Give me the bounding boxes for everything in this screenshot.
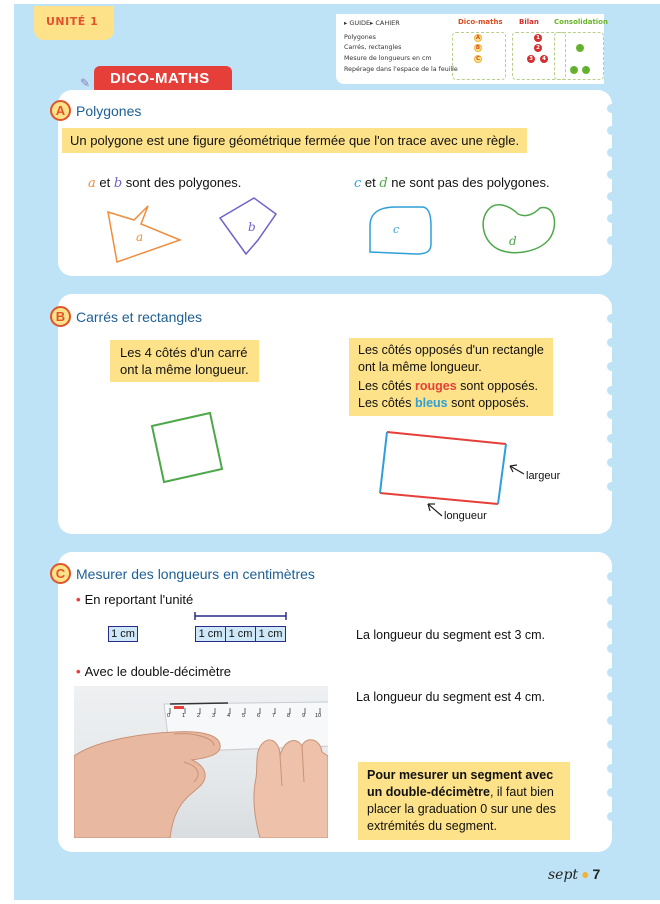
- bilan-badge[interactable]: 4: [540, 55, 548, 63]
- hand-right: [254, 740, 328, 838]
- section-title-mesurer: Mesurer des longueurs en centimètres: [76, 566, 315, 582]
- col-bilan: Bilan: [519, 18, 539, 26]
- ruler-tick-label: 7: [272, 713, 276, 719]
- rectangle-definition: Les côtés opposés d'un rectangle ont la même longueur. Les côtés rouges sont opposés. Les côtés bleus sont opposés.: [349, 338, 553, 416]
- unit-box-repeat: 1 cm: [255, 626, 286, 642]
- bilan-badge[interactable]: 3: [527, 55, 535, 63]
- shape-a-label: a: [136, 230, 144, 244]
- ruler-tick-label: 4: [227, 713, 231, 719]
- dico-maths-label: DICO-MATHS: [110, 70, 210, 87]
- double-decimetre-tip: Pour mesurer un segment avec un double-décimètre, il faut bien placer la graduation 0 sur une des extrémités du segment.: [358, 762, 570, 840]
- ruler-tick-label: 2: [197, 713, 201, 719]
- shape-d-label: d: [509, 234, 517, 248]
- consolidation-badge[interactable]: 2: [570, 66, 578, 74]
- section-letter-b: B: [50, 306, 71, 327]
- page-word: sept: [548, 867, 579, 883]
- footer-dot-icon: ●: [581, 866, 590, 882]
- bilan-badge[interactable]: 2: [534, 44, 542, 52]
- guide-row-label: Polygones: [344, 34, 376, 41]
- unit-label: UNITÉ 1: [46, 15, 99, 28]
- square-definition: Les 4 côtés d'un carré ont la même longueur.: [110, 340, 259, 382]
- dico-ref-badge[interactable]: C: [475, 56, 481, 62]
- section-letter-a: A: [50, 100, 71, 121]
- ruler-photo: [74, 686, 328, 838]
- hand-left: [74, 732, 220, 838]
- page-number: 7: [592, 866, 601, 882]
- shape-c-label: c: [393, 223, 400, 236]
- unit-box: 1 cm: [108, 626, 138, 642]
- pencil-icon: ✎: [80, 76, 91, 90]
- ruler-tick-label: 3: [212, 713, 216, 719]
- unit-box-repeat: 1 cm: [195, 626, 226, 642]
- ruler-tick-label: 1: [182, 713, 186, 719]
- dico-ref-badge[interactable]: B: [475, 45, 481, 51]
- page-footer: [548, 866, 600, 883]
- guide-row-label: Mesure de longueurs en cm: [344, 55, 432, 62]
- section-title-carres-rectangles: Carrés et rectangles: [76, 309, 203, 325]
- guide-link[interactable]: ▸ GUIDE: [344, 19, 371, 27]
- dico-ref-badge[interactable]: A: [475, 35, 481, 41]
- col-consolidation: Consolidation: [554, 18, 608, 26]
- label-largeur: largeur: [526, 470, 561, 482]
- ruler-tick-label: 5: [242, 713, 246, 719]
- segment-on-ruler: [170, 703, 228, 704]
- bilan-badge[interactable]: 1: [534, 34, 542, 42]
- bullet-double-decimetre: • Avec le double-décimètre: [76, 664, 232, 679]
- ruler-tick-label: 10: [315, 713, 322, 719]
- guide-row-label: Repérage dans l'espace de la feuille: [344, 66, 458, 73]
- consolidation-badge[interactable]: 3: [582, 66, 590, 74]
- polygon-definition: Un polygone est une figure géométrique fermée que l'on trace avec une règle.: [62, 128, 527, 153]
- bullet-reporter-unite: • En reportant l'unité: [76, 592, 194, 607]
- label-longueur: longueur: [444, 510, 487, 522]
- section-title-polygones: Polygones: [76, 103, 142, 119]
- section-letter-c: C: [50, 563, 71, 584]
- polygon-examples-text: a et b sont des polygones.: [88, 175, 242, 191]
- ruler-tick-label: 0: [167, 713, 171, 719]
- result-4cm: La longueur du segment est 4 cm.: [356, 690, 546, 704]
- consolidation-badge[interactable]: 1: [576, 44, 584, 52]
- unit-box-repeat: 1 cm: [225, 626, 256, 642]
- ruler-tick-label: 6: [257, 713, 261, 719]
- guide-row-label: Carrés, rectangles: [344, 44, 402, 51]
- page: [14, 4, 660, 900]
- result-3cm: La longueur du segment est 3 cm.: [356, 628, 546, 642]
- non-polygon-examples-text: c et d ne sont pas des polygones.: [354, 175, 550, 191]
- col-dico: Dico-maths: [458, 18, 503, 26]
- cahier-link[interactable]: ▸ CAHIER: [370, 19, 400, 27]
- ruler-tick-label: 8: [287, 713, 291, 719]
- shape-b-label: b: [248, 220, 256, 234]
- ruler-tick-label: 9: [302, 713, 306, 719]
